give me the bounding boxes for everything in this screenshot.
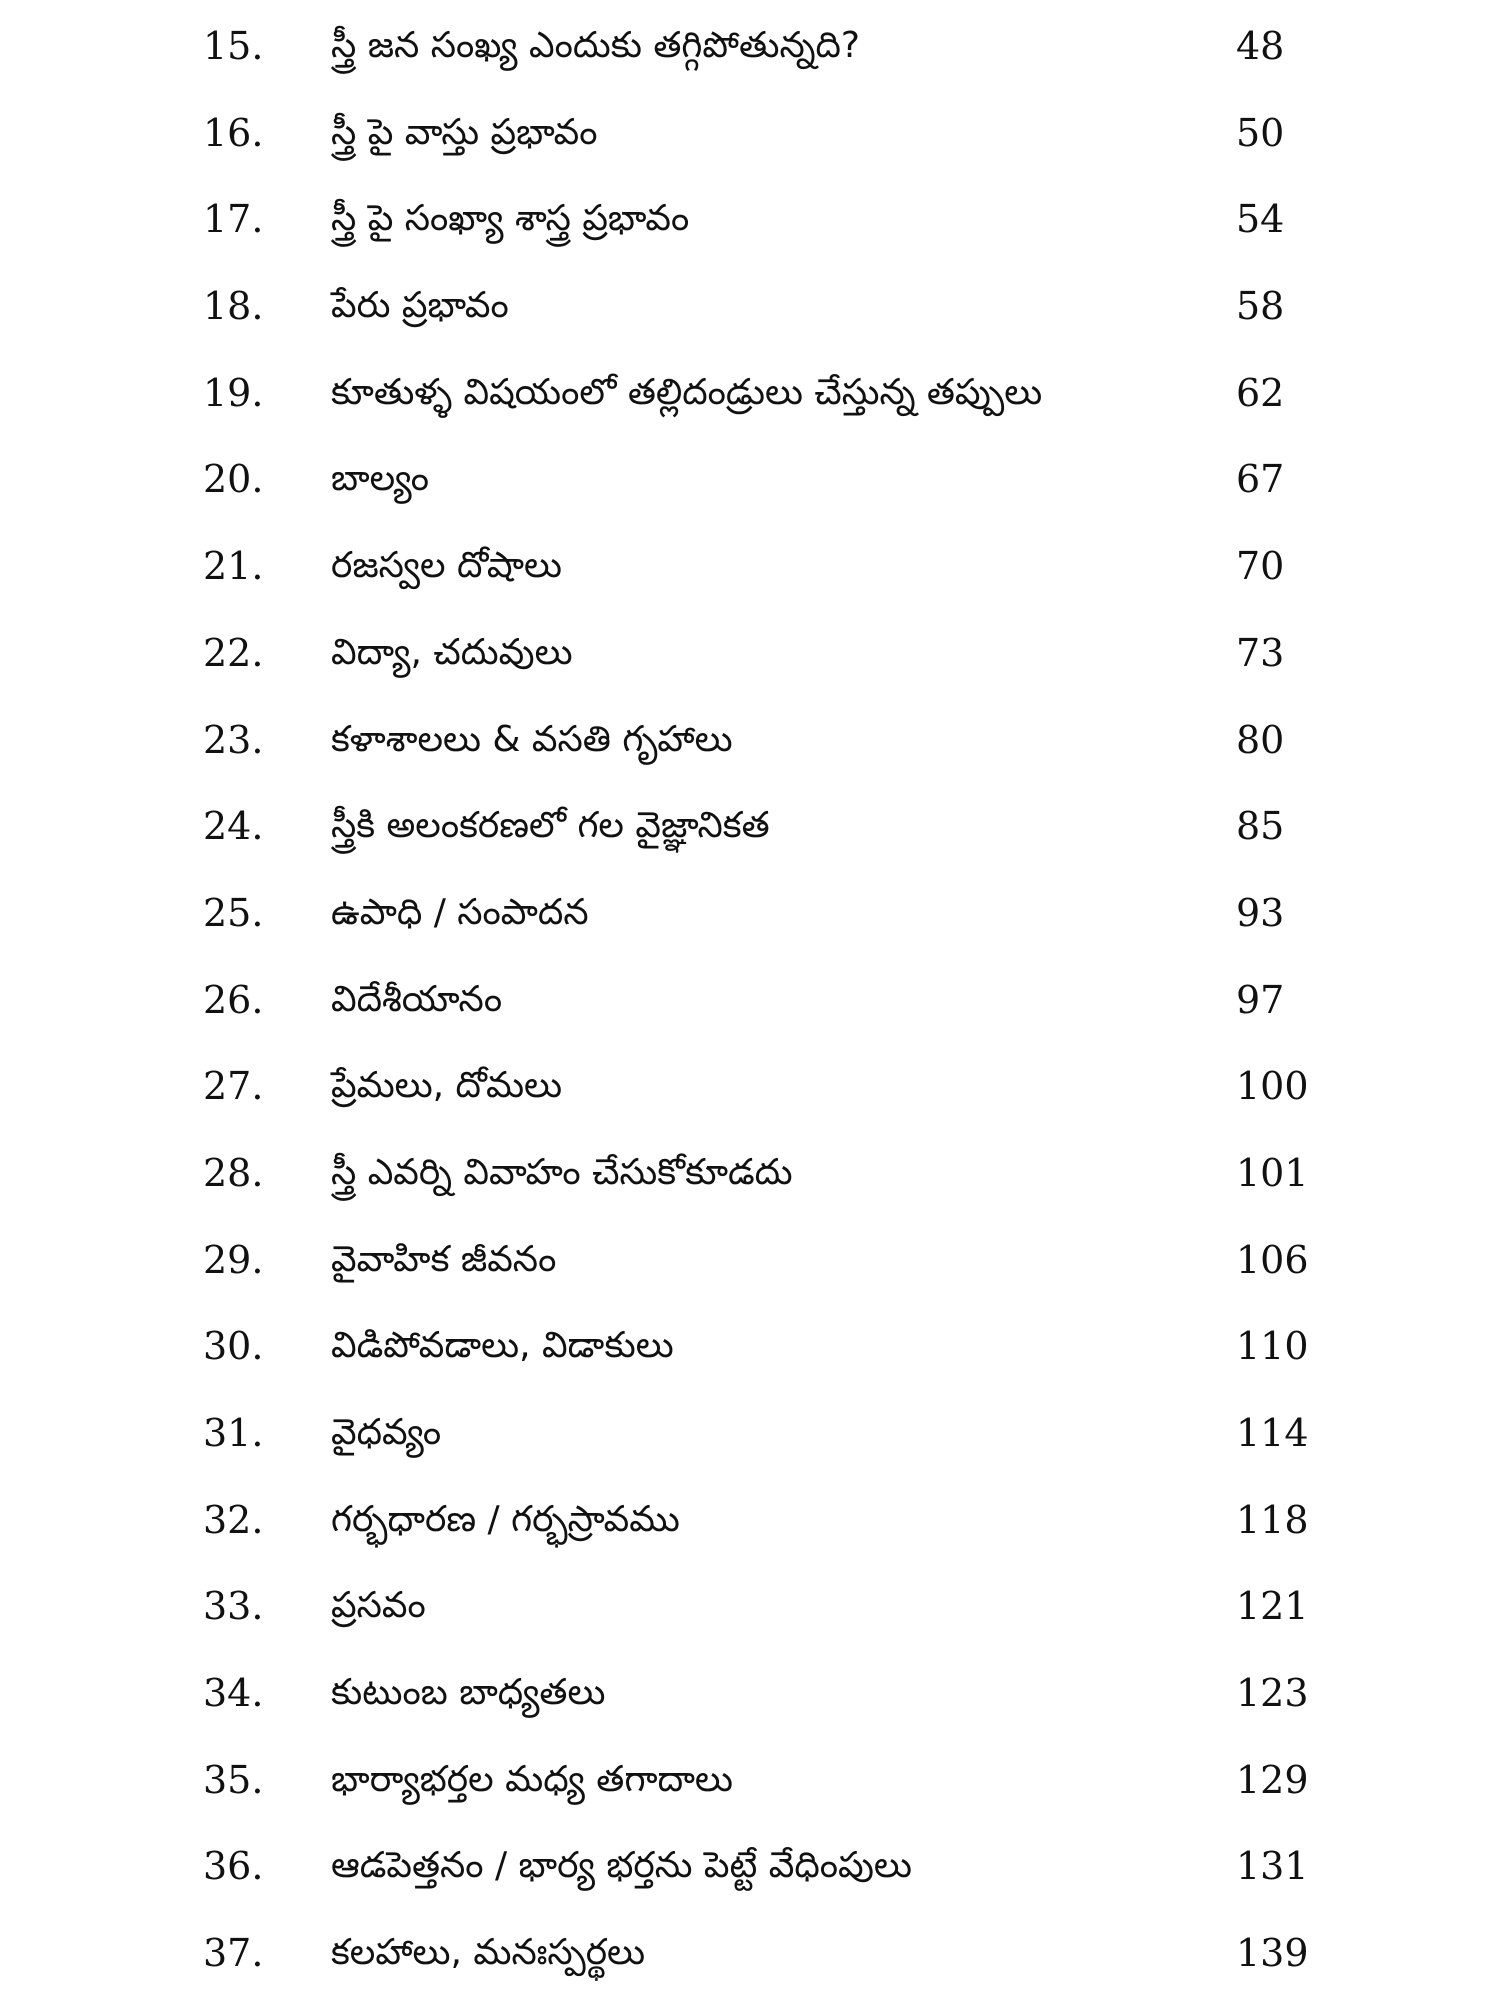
entry-number: 20. <box>203 457 264 502</box>
toc-entry <box>0 1390 1500 1477</box>
entry-number: 36. <box>203 1844 264 1889</box>
entry-page-number: 67 <box>1236 457 1285 502</box>
entry-title: కళాశాలలు & వసతి గృహాలు <box>331 718 733 760</box>
entry-number: 34. <box>203 1671 264 1716</box>
entry-title: స్త్రీ పై వాస్తు ప్రభావం <box>331 111 598 153</box>
entry-number: 27. <box>203 1064 264 1109</box>
toc-entry <box>0 523 1500 610</box>
entry-page-number: 50 <box>1236 110 1285 155</box>
entry-page-number: 114 <box>1236 1411 1309 1455</box>
entry-page-number: 131 <box>1236 1844 1309 1889</box>
toc-entry <box>0 1303 1500 1390</box>
toc-entry <box>0 3 1500 90</box>
entry-number: 30. <box>203 1324 264 1369</box>
entry-number: 17. <box>203 197 264 242</box>
entry-number: 24. <box>203 804 264 849</box>
entry-number: 22. <box>203 630 264 675</box>
entry-number: 31. <box>203 1411 264 1455</box>
entry-title: విడిపోవడాలు, విడాకులు <box>331 1325 674 1367</box>
toc-entry <box>0 436 1500 523</box>
entry-page-number: 73 <box>1236 630 1285 675</box>
toc-entry <box>0 176 1500 263</box>
entry-number: 32. <box>203 1497 264 1542</box>
entry-page-number: 100 <box>1236 1064 1309 1109</box>
entry-title: ఆడపెత్తనం / భార్య భర్తను పెట్టే వేధింపులు <box>331 1845 912 1887</box>
toc-entry <box>0 263 1500 350</box>
toc-entry <box>0 1563 1500 1650</box>
entry-page-number: 54 <box>1236 197 1285 242</box>
entry-title: కుటుంబ బాధ్యతలు <box>331 1672 606 1714</box>
entry-page-number: 129 <box>1236 1757 1309 1802</box>
toc-entry <box>0 1130 1500 1217</box>
entry-number: 16. <box>203 110 264 155</box>
entry-number: 29. <box>203 1237 264 1282</box>
toc-entry <box>0 1823 1500 1910</box>
entry-number: 25. <box>203 890 264 935</box>
entry-title: స్త్రీ ఎవర్ని వివాహం చేసుకోకూడదు <box>331 1151 793 1193</box>
entry-title: వైవాహిక జీవనం <box>331 1238 557 1280</box>
entry-page-number: 80 <box>1236 717 1285 762</box>
entry-page-number: 123 <box>1236 1671 1309 1716</box>
entry-page-number: 139 <box>1236 1931 1309 1976</box>
entry-number: 21. <box>203 544 264 589</box>
entry-title: ప్రేమలు, దోమలు <box>331 1065 563 1107</box>
entry-number: 18. <box>203 284 264 329</box>
entry-number: 37. <box>203 1931 264 1976</box>
entry-number: 33. <box>203 1584 264 1629</box>
entry-number: 26. <box>203 977 264 1022</box>
entry-title: కలహాలు, మనఃస్పర్థలు <box>331 1932 646 1974</box>
entry-number: 19. <box>203 370 264 415</box>
toc-entry <box>0 610 1500 697</box>
entry-title: కూతుళ్ళ విషయంలో తల్లిదండ్రులు చేస్తున్న తప్పులు <box>331 371 1043 413</box>
entry-page-number: 58 <box>1236 284 1285 329</box>
entry-title: పేరు ప్రభావం <box>331 285 509 327</box>
entry-number: 15. <box>203 24 264 68</box>
toc-entry <box>0 783 1500 870</box>
toc-entry <box>0 1043 1500 1130</box>
entry-title: స్త్రీకి అలంకరణలో గల వైజ్ఞానికత <box>331 805 770 847</box>
toc-entry <box>0 1477 1500 1564</box>
entry-title: విద్యా, చదువులు <box>331 631 573 673</box>
toc-entry <box>0 350 1500 437</box>
toc-entry <box>0 957 1500 1044</box>
entry-page-number: 110 <box>1236 1324 1309 1369</box>
entry-number: 28. <box>203 1150 264 1195</box>
entry-title: రజస్వల దోషాలు <box>331 545 563 587</box>
toc-entry <box>0 1650 1500 1737</box>
entry-number: 23. <box>203 717 264 762</box>
entry-page-number: 70 <box>1236 544 1285 589</box>
entry-title: భార్యాభర్తల మధ్య తగాదాలు <box>331 1758 733 1800</box>
toc-entry <box>0 1737 1500 1824</box>
entry-page-number: 85 <box>1236 804 1285 849</box>
entry-page-number: 97 <box>1236 977 1285 1022</box>
entry-page-number: 118 <box>1236 1497 1309 1542</box>
entry-page-number: 93 <box>1236 890 1285 935</box>
entry-number: 35. <box>203 1757 264 1802</box>
entry-title: వైధవ్యం <box>331 1412 442 1453</box>
entry-page-number: 106 <box>1236 1237 1309 1282</box>
toc-entry <box>0 1910 1500 1997</box>
entry-page-number: 101 <box>1236 1150 1309 1195</box>
entry-page-number: 121 <box>1236 1584 1309 1629</box>
entry-title: స్త్రీ పై సంఖ్యా శాస్త్ర ప్రభావం <box>331 198 690 240</box>
toc-entry <box>0 870 1500 957</box>
entry-title: ఉపాధి / సంపాదన <box>331 891 589 933</box>
entry-title: విదేశీయానం <box>331 978 503 1020</box>
entry-title: బాల్యం <box>331 458 430 500</box>
toc-entry <box>0 1217 1500 1304</box>
entry-title: ప్రసవం <box>331 1585 426 1627</box>
entry-page-number: 48 <box>1236 24 1285 68</box>
entry-page-number: 62 <box>1236 370 1285 415</box>
entry-title: గర్భధారణ / గర్భస్రావము <box>331 1498 680 1540</box>
toc-entry <box>0 90 1500 177</box>
entry-title: స్త్రీ జన సంఖ్య ఎందుకు తగ్గిపోతున్నది? <box>331 25 860 66</box>
toc-entry <box>0 697 1500 784</box>
